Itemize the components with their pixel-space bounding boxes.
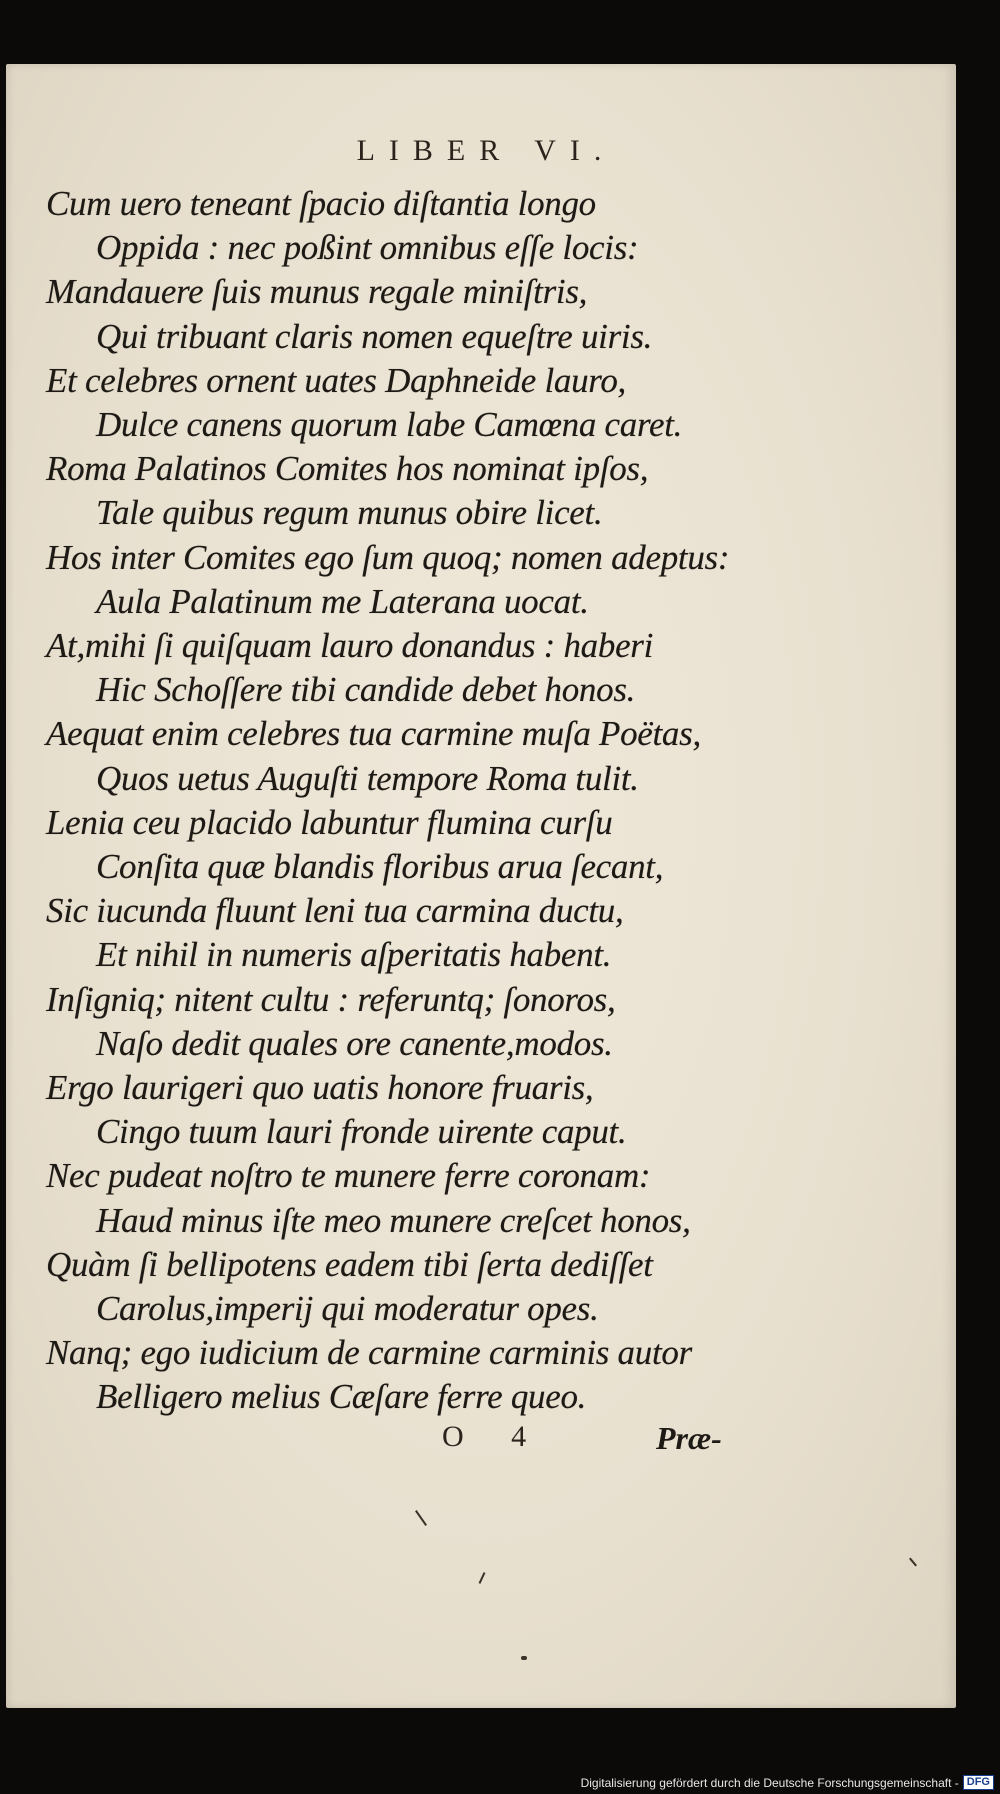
verse-line: Carolus,imperij qui moderatur opes. (96, 1289, 599, 1329)
verse-line: Haud minus iſte meo munere creſcet honos, (96, 1200, 691, 1240)
verse-line: Inſigniq; nitent cultu : referuntq; ſonoros, (46, 979, 616, 1019)
verse-line: Nanq; ego iudicium de carmine carminis autor (46, 1333, 692, 1373)
paper-speck (415, 1510, 427, 1526)
verse-line: Mandauere ſuis munus regale miniſtris, (46, 272, 588, 312)
verse-line: Cum uero teneant ſpacio diſtantia longo (46, 184, 596, 223)
verse-line: Qui tribuant claris nomen equeſtre uiris. (96, 316, 653, 356)
running-head: LIBER VI. (356, 134, 616, 167)
signature-mark: O 4 (442, 1420, 547, 1453)
verse-line: Roma Palatinos Comites hos nominat ipſos, (46, 449, 649, 489)
book-page (6, 64, 956, 1708)
verse-line: Et celebres ornent uates Daphneide lauro, (46, 360, 626, 400)
verse-line: Et nihil in numeris aſperitatis habent. (96, 935, 612, 975)
verse-line: Sic iucunda fluunt leni tua carmina ductu, (46, 891, 624, 931)
verse-line: Hic Schoſſere tibi candide debet honos. (96, 670, 636, 710)
catchword: Præ- (656, 1420, 722, 1456)
verse-line: At,mihi ſi quiſquam lauro donandus : haberi (46, 626, 654, 666)
verse-line: Lenia ceu placido labuntur flumina curſu (46, 802, 613, 842)
paper-speck (479, 1572, 486, 1584)
credit-text: Digitalisierung gefördert durch die Deutsche Forschungsgemeinschaft - (580, 1775, 959, 1790)
verse-line: Aula Palatinum me Laterana uocat. (96, 581, 589, 621)
paper-speck (521, 1656, 527, 1660)
verse-line: Hos inter Comites ego ſum quoq; nomen adeptus: (46, 537, 730, 577)
verse-line: Tale quibus regum munus obire licet. (96, 493, 603, 533)
digitization-credit (581, 1775, 994, 1790)
verse-line: Ergo laurigeri quo uatis honore fruaris, (46, 1068, 594, 1108)
paper-speck (909, 1558, 917, 1567)
verse-line: Aequat enim celebres tua carmine muſa Poëtas, (46, 714, 701, 754)
verse-line: Belligero melius Cæſare ferre queo. (96, 1377, 587, 1417)
verse-line: Dulce canens quorum labe Camœna caret. (96, 405, 683, 445)
verse-line: Nec pudeat noſtro te munere ferre coronam: (46, 1156, 651, 1196)
verse-line: Quos uetus Auguſti tempore Roma tulit. (96, 758, 639, 798)
verse-block (46, 182, 926, 1420)
dfg-logo: DFG (963, 1775, 994, 1790)
verse-line: Oppida : nec poßint omnibus eſſe locis: (96, 228, 639, 268)
verse-line: Cingo tuum lauri fronde uirente caput. (96, 1112, 627, 1152)
verse-line: Naſo dedit quales ore canente,modos. (96, 1023, 613, 1063)
verse-line: Quàm ſi bellipotens eadem tibi ſerta dediſſet (46, 1244, 653, 1284)
verse-line: Conſita quæ blandis floribus arua ſecant, (96, 847, 664, 887)
